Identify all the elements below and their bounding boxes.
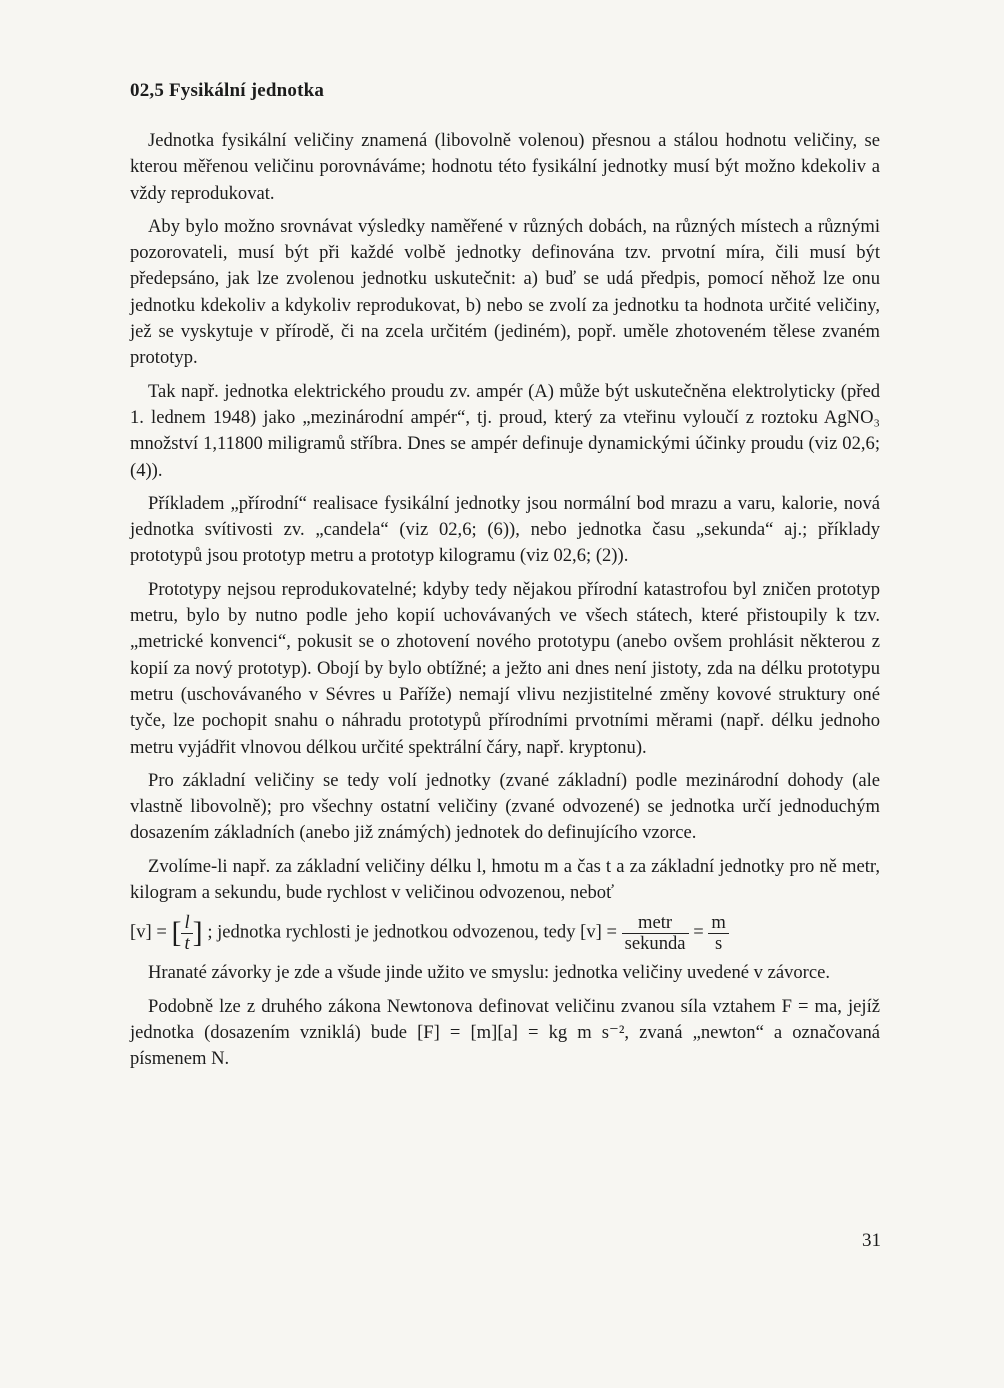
bracket-open: [ xyxy=(171,916,182,950)
paragraph: Tak např. jednotka elektrického proudu zv. ampér (A) může být uskutečněna elektrolyticky (před 1. lednem 1948) jako „mezinárodní ampér“, tj. proud, který za vteřinu vyloučí z roztoku AgNO₃ množství 1,11800 miligramů stříbra. Dnes se ampér definuje dynamickými účinky proudu (viz 02,6; (4)). xyxy=(130,380,880,481)
body-text xyxy=(130,128,880,1080)
paragraph: Zvolíme-li např. za základní veličiny délku l, hmotu m a čas t a za základní jednotky pro ně metr, kilogram a sekundu, bude rychlost v veličinou odvozenou, neboť xyxy=(130,855,880,904)
fraction-numerator: l xyxy=(181,913,192,934)
paragraph: Podobně lze z druhého zákona Newtonova definovat veličinu zvanou síla vztahem F = ma, jejíž jednotka (dosazením vzniklá) bude [F] = [m][a] = kg m s⁻², zvaná „newton“ a označovaná písmenem N. xyxy=(130,995,880,1070)
equation-line xyxy=(130,913,880,953)
section-heading: 02,5 Fysikální jednotka xyxy=(130,80,325,101)
fraction-metr-over-sekunda xyxy=(622,913,689,953)
bracket-close: ] xyxy=(192,916,203,950)
fraction-denominator: s xyxy=(714,932,723,954)
fraction-m-over-s xyxy=(708,913,728,953)
paragraph: Hranaté závorky je zde a všude jinde užito ve smyslu: jednotka veličiny uvedené v závorce. xyxy=(148,962,831,984)
fraction-numerator: metr xyxy=(622,913,689,934)
page-number: 31 xyxy=(862,1230,881,1251)
equation-middle: ; jednotka rychlosti je jednotkou odvozenou, tedy [v] = xyxy=(207,921,617,943)
equals-sign: = xyxy=(693,921,704,943)
paragraph: Pro základní veličiny se tedy volí jednotky (zvané základní) podle mezinárodní dohody (ale vlastně libovolně); pro všechny ostatní veličiny (zvané odvozené) se jednotka určí jednoduchým dosazením základních (anebo již známých) jednotek do definujícího vzorce. xyxy=(130,769,880,844)
fraction-numerator: m xyxy=(708,913,728,934)
paragraph: Aby bylo možno srovnávat výsledky naměřené v různých dobách, na různých místech a různými pozorovateli, musí být při každé volbě jednotky definována tzv. prvotní míra, čili musí být předepsáno, jak lze zvolenou jednotku uskutečnit: a) buď se udá předpis, pomocí něhož lze onu jednotku kdekoliv a kdykoliv reprodukovat, b) nebo se zvolí za jednotku ta hodnota určité veličiny, jež se vyskytuje v přírodě, či na zcela určitém (jediném), popř. uměle zhotoveném tělese zvaném prototyp. xyxy=(130,215,880,369)
fraction-l-over-t xyxy=(181,913,192,953)
paragraph: Prototypy nejsou reprodukovatelné; kdyby tedy nějakou přírodní katastrofou byl zničen prototyp metru, bylo by nutno podle jeho kopií uchovávaných ve všech státech, které přistoupily k tzv. „metrické konvenci“, pokusit se o zhotovení nového prototypu (anebo ovšem prohlásit některou z kopií za nový prototyp). Obojí by bylo obtížné; a ježto ani dnes není jistoty, zda na délku prototypu metru (uschovávaného v Sévres u Paříže) nemají vlivu nezjistitelné změny kovové struktury oné tyče, lze pochopit snahu o náhradu prototypů přírodními prvotními měrami (např. délku jednoho metru vyjádřit vlnovou délkou určité spektrální čáry, např. kryptonu). xyxy=(130,578,880,758)
paragraph: Příkladem „přírodní“ realisace fysikální jednotky jsou normální bod mrazu a varu, kalorie, nová jednotka svítivosti zv. „candela“ (viz 02,6; (6)), nebo jednotka času „sekunda“ aj.; příklady prototypů jsou prototyp metru a prototyp kilogramu (viz 02,6; (2)). xyxy=(130,492,880,567)
equation-lhs: [v] = xyxy=(130,921,167,943)
fraction-denominator: t xyxy=(184,932,190,954)
fraction-denominator: sekunda xyxy=(624,932,686,954)
paragraph: Jednotka fysikální veličiny znamená (libovolně volenou) přesnou a stálou hodnotu veličiny, se kterou měřenou veličinu porovnáváme; hodnotu této fysikální jednotky musí být možno kdekoliv a vždy reprodukovat. xyxy=(130,130,880,204)
